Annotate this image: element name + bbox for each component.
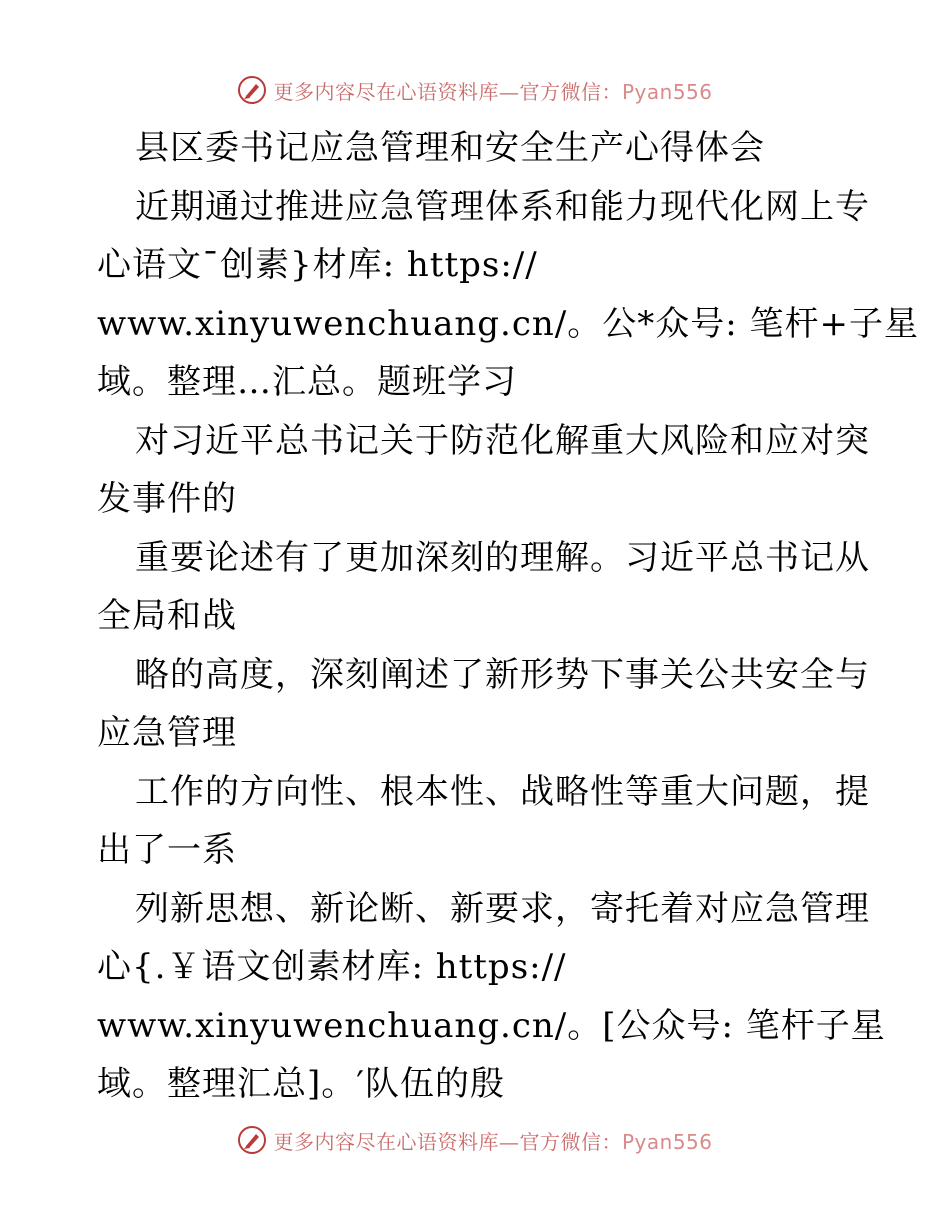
pen-nib-seal-icon [237, 75, 267, 105]
paragraph-line: 心语文¯创素}材库: https:// [97, 245, 538, 285]
watermark-text [273, 76, 712, 105]
watermark-label: 更多内容尽在心语资料库—官方微信： [273, 1129, 622, 1154]
watermark-label: 更多内容尽在心语资料库—官方微信： [273, 79, 622, 104]
paragraph-line: 心{.￥语文创素材库: https:// [97, 947, 567, 987]
paragraph-line: 近期通过推进应急管理体系和能力现代化网上专 [135, 187, 870, 227]
watermark-banner-bottom [0, 1120, 950, 1160]
paragraph-line: 重要论述有了更加深刻的理解。习近平总书记从 [135, 538, 870, 578]
paragraph-line: 对习近平总书记关于防范化解重大风险和应对突 [135, 421, 870, 461]
paragraph-line: www.xinyuwenchuang.cn/。[公众号: 笔杆子星 [97, 1006, 886, 1046]
paragraph-line: 略的高度，深刻阐述了新形势下事关公共安全与 [135, 655, 870, 695]
paragraph-line: 列新思想、新论断、新要求，寄托着对应急管理 [135, 889, 870, 929]
paragraph-line: 应急管理 [97, 713, 237, 753]
paragraph-line: 发事件的 [97, 479, 237, 519]
paragraph-line: 出了一系 [97, 830, 237, 870]
watermark-banner-top [0, 70, 950, 110]
pen-nib-seal-icon [237, 1125, 267, 1155]
paragraph-line: 域。整理…汇总。题班学习 [97, 362, 517, 402]
watermark-text [273, 1126, 712, 1155]
watermark-wechat-id: Pyan556 [621, 1129, 713, 1154]
watermark-wechat-id: Pyan556 [621, 79, 713, 104]
paragraph-line: 全局和战 [97, 596, 237, 636]
paragraph-line: www.xinyuwenchuang.cn/。公*众号: 笔杆+子星 [97, 304, 919, 344]
document-title: 县区委书记应急管理和安全生产心得体会 [135, 128, 765, 168]
paragraph-line: 域。整理汇总]。′队伍的殷 [97, 1064, 505, 1104]
paragraph-line: 工作的方向性、根本性、战略性等重大问题，提 [135, 772, 870, 812]
